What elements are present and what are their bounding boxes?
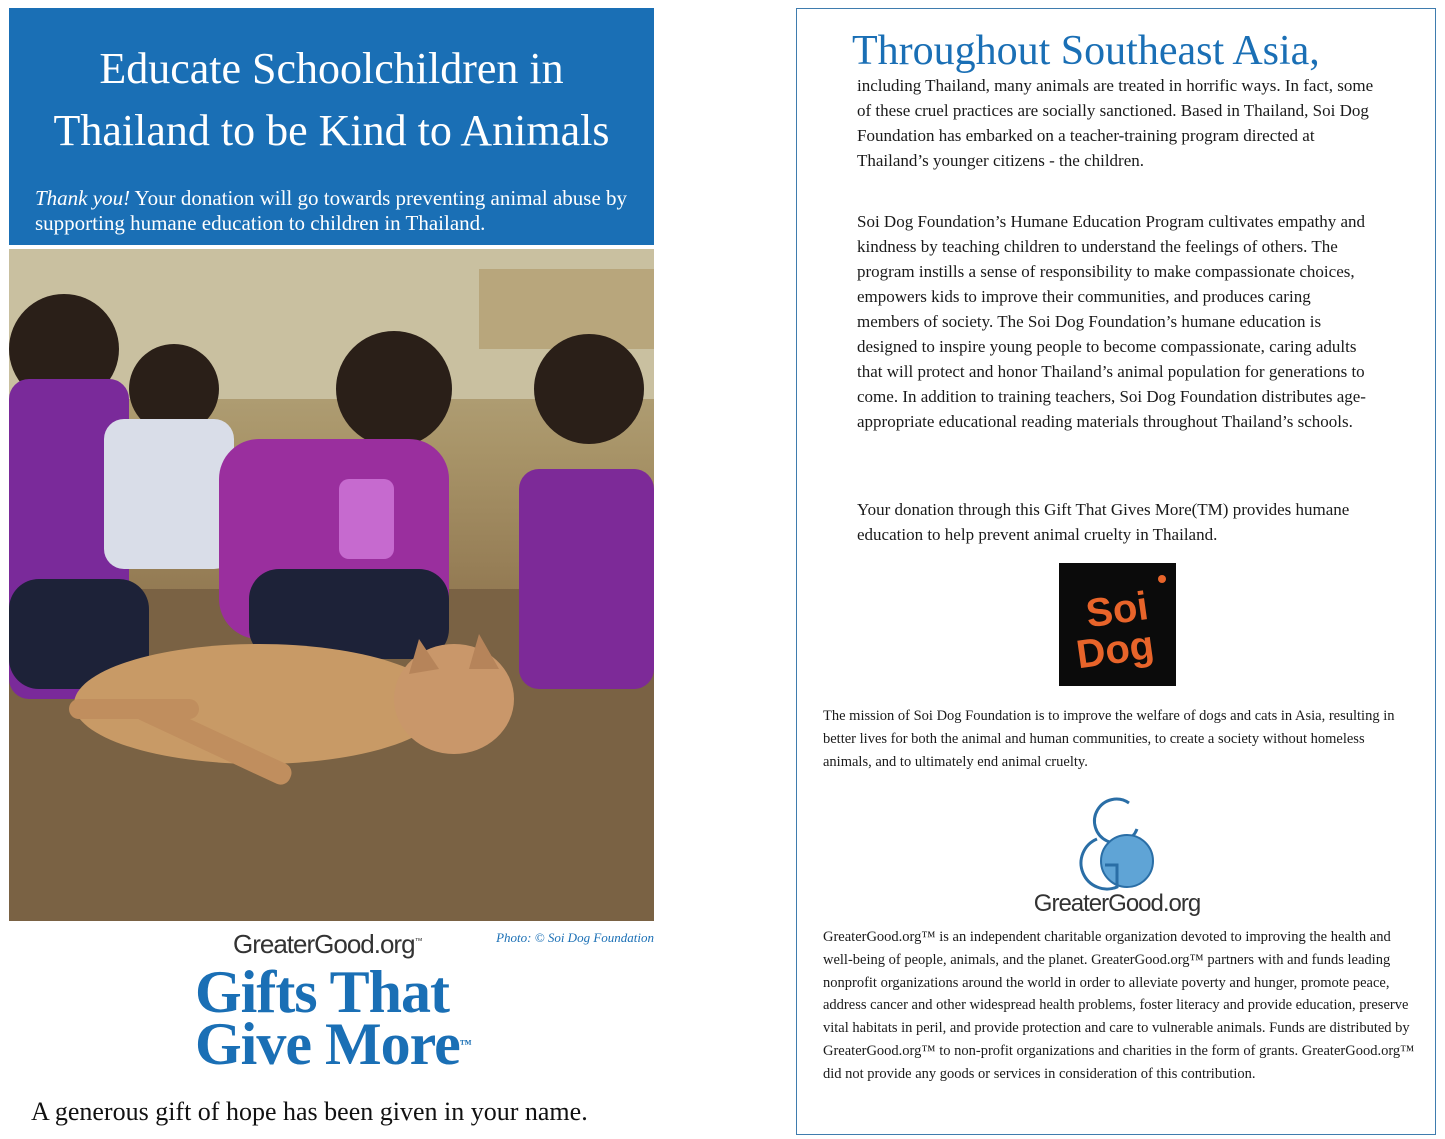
paragraph-program: Soi Dog Foundation’s Humane Education Program cultivates empathy and kindness by teaching children to understand the feelings of others. The program instills a sense of responsibility to make compassionate choices, empowers kids to improve their communities, and produces caring members of society. The Soi Dog Foundation’s humane education is designed to inspire young people to become compassionate, caring adults that will protect and honor Thailand’s animal population for generations to come. In addition to training teachers, Soi Dog Foundation distributes age-appropriate educational reading materials throughout Thailand’s schools. [857,212,1366,431]
greatergood-wordmark-small [233,929,422,960]
soi-text: Soi [1083,584,1152,637]
soi-dog-logo [1059,563,1176,686]
page-title [9,38,654,162]
gifts-that-give-more-logo [195,959,471,1077]
greatergood-description: GreaterGood.org™ is an independent charitable organization devoted to improving the health and well-being of people, animals, and the planet. GreaterGood.org™ partners with and funds leading nonprofit organizations around the world in order to alleviate poverty and hunger, promote peace, address cancer and other widespread health problems, foster literacy and provide education, preserve vital habitats in peril, and provide protection and care to vulnerable animals. Funds are distributed by GreaterGood.org™ to non-profit organizations and charities in the form of grants. GreaterGood.org™ did not provide any goods or services in consideration of this contribution. [823,929,1415,1082]
dog-text: Dog [1073,622,1157,678]
gg-small-text: GreaterGood.org [233,929,415,959]
right-panel [796,8,1436,1135]
thank-you-text [35,186,645,236]
paragraph-intro: including Thailand, many animals are treated in horrific ways. In fact, some of these cruel practices are socially sanctioned. Based in Thailand, Soi Dog Foundation has embarked on a teacher-training program directed at Thailand’s younger citizens - the children. [857,76,1374,170]
children-with-dog-photo [9,249,654,921]
thank-you-rest: Your donation will go towards preventing animal abuse by supporting humane education to children in Thailand. [35,186,628,235]
mission-statement: The mission of Soi Dog Foundation is to improve the welfare of dogs and cats in Asia, resulting in better lives for both the animal and human communities, to create a society without homeless animals, and to ultimately end animal cruelty. [823,708,1395,770]
section-heading: Throughout Southeast Asia, [852,28,1320,74]
gg-logo-graphic [1017,791,1217,916]
paragraph-donation: Your donation through this Gift That Gives More(TM) provides humane education to help prevent animal cruelty in Thailand. [857,500,1350,544]
gifts-line-2-text: Give More [195,1011,460,1077]
gg-small-tm: ™ [414,936,422,946]
gifts-line-2 [195,1011,471,1077]
gg-logo-text: GreaterGood.org [1033,890,1201,916]
gifts-tm: ™ [459,1037,471,1051]
thank-you-emphasis: Thank you! [35,186,131,210]
soi-dog-logo-graphic [1059,563,1176,686]
title-line-2: Thailand to be Kind to Animals [53,106,610,155]
title-banner [9,8,654,245]
gifts-line-1: Gifts That [195,959,449,1025]
greatergood-logo [1017,791,1217,916]
photo-credit: Photo: © Soi Dog Foundation [496,930,654,945]
left-panel [9,8,654,1139]
generous-gift-message: A generous gift of hope has been given in your name. [31,1097,588,1126]
title-line-1: Educate Schoolchildren in [99,44,564,93]
photo-illustration [9,249,654,921]
